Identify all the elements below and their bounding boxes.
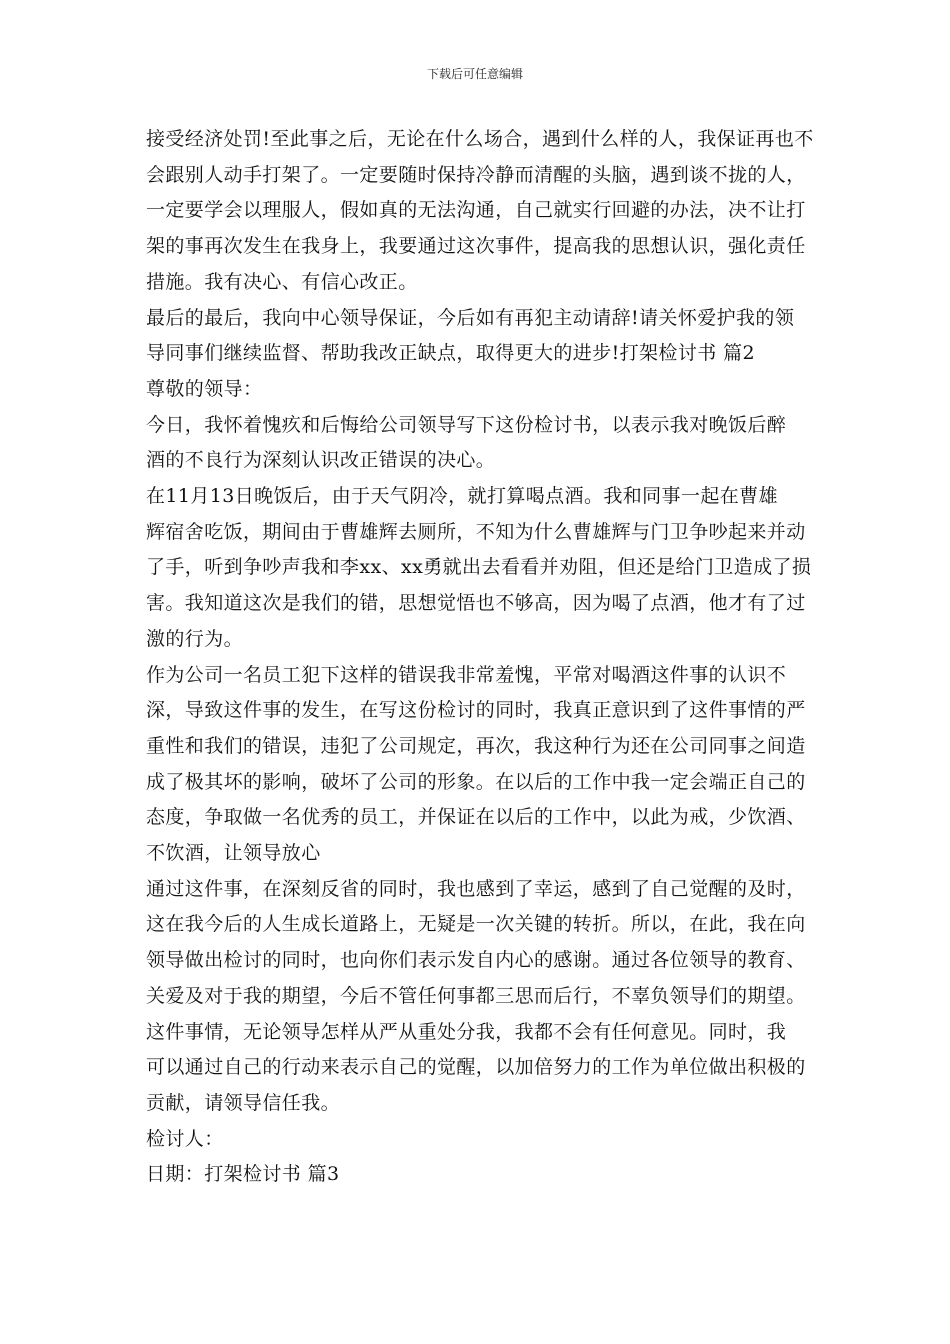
body-line: 辉宿舍吃饭，期间由于曹雄辉去厕所，不知为什么曹雄辉与门卫争吵起来并动	[146, 520, 806, 543]
body-line: 作为公司一名员工犯下这样的错误我非常羞愧，平常对喝酒这件事的认识不	[146, 663, 787, 686]
body-line: 可以通过自己的行动来表示自己的觉醒，以加倍努力的工作为单位做出积极的	[146, 1056, 806, 1079]
body-line: 成了极其坏的影响，破坏了公司的形象。在以后的工作中我一定会端正自己的	[146, 770, 806, 793]
body-line: 导同事们继续监督、帮助我改正缺点，取得更大的进步!打架检讨书 篇2	[146, 342, 755, 365]
body-line: 酒的不良行为深刻认识改正错误的决心。	[146, 449, 496, 472]
body-line: 在11月13日晚饭后，由于天气阴冷，就打算喝点酒。我和同事一起在曹雄	[146, 485, 778, 507]
body-line: 一定要学会以理服人，假如真的无法沟通，自己就实行回避的办法，决不让打	[146, 199, 806, 222]
body-line: 通过这件事，在深刻反省的同时，我也感到了幸运，感到了自己觉醒的及时，	[146, 877, 806, 900]
body-line: 态度，争取做一名优秀的员工，并保证在以后的工作中，以此为戒，少饮酒、	[146, 806, 806, 829]
body-line: 这在我今后的人生成长道路上，无疑是一次关键的转折。所以，在此，我在向	[146, 913, 806, 936]
body-line: 最后的最后，我向中心领导保证，今后如有再犯主动请辞!请关怀爱护我的领	[146, 306, 795, 329]
body-line: 会跟别人动手打架了。一定要随时保持冷静而清醒的头脑，遇到谈不拢的人，	[146, 163, 806, 186]
body-line: 深，导致这件事的发生，在写这份检讨的同时，我真正意识到了这件事情的严	[146, 699, 806, 722]
body-line: 今日，我怀着愧疚和后悔给公司领导写下这份检讨书，以表示我对晚饭后醉	[146, 413, 787, 436]
body-line: 领导做出检讨的同时，也向你们表示发自内心的感谢。通过各位领导的教育、	[146, 949, 806, 972]
body-line: 激的行为。	[146, 627, 244, 650]
body-line: 接受经济处罚!至此事之后，无论在什么场合，遇到什么样的人，我保证再也不	[146, 128, 814, 150]
download-note-header: 下载后可任意编辑	[426, 67, 523, 81]
body-line: 尊敬的领导：	[146, 377, 263, 400]
body-line: 架的事再次发生在我身上，我要通过这次事件，提高我的思想认识，强化责任	[146, 235, 806, 258]
body-line: 检讨人：	[146, 1127, 224, 1150]
body-line: 这件事情，无论领导怎样从严从重处分我，我都不会有任何意见。同时，我	[146, 1020, 787, 1043]
body-line: 害。我知道这次是我们的错，思想觉悟也不够高，因为喝了点酒，他才有了过	[146, 592, 806, 615]
body-line: 日期：打架检讨书 篇3	[146, 1163, 340, 1186]
body-line: 贡献，请领导信任我。	[146, 1091, 341, 1114]
body-line: 措施。我有决心、有信心改正。	[146, 270, 418, 293]
body-line: 关爱及对于我的期望，今后不管任何事都三思而后行，不辜负领导们的期望。	[146, 984, 806, 1007]
body-line: 了手，听到争吵声我和李xx、xx勇就出去看看并劝阻，但还是给门卫造成了损	[146, 556, 812, 579]
body-line: 重性和我们的错误，违犯了公司规定，再次，我这种行为还在公司同事之间造	[146, 734, 806, 757]
body-line: 不饮酒，让领导放心	[146, 842, 321, 864]
